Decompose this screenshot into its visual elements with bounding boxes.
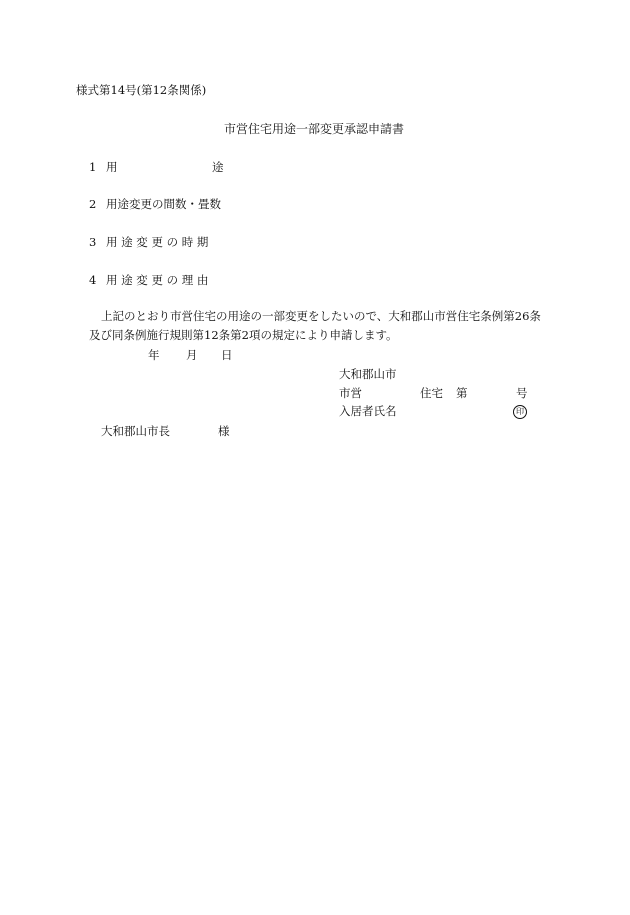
housing-prefix: 市営 [339, 386, 362, 400]
item-label: 用 途 変 更 の 理 由 [106, 273, 209, 287]
date-day: 日 [221, 348, 233, 362]
housing-middle: 住宅 [420, 386, 443, 400]
addressee-honorific: 様 [218, 424, 230, 438]
item-label: 用 途 変 更 の 時 期 [106, 235, 209, 249]
resident-name-label: 入居者氏名 [339, 404, 397, 418]
item-number: 3 [89, 235, 97, 249]
item-number: 1 [89, 160, 97, 174]
date-month: 月 [186, 348, 198, 362]
item-number: 4 [89, 273, 97, 287]
document-title: 市営住宅用途一部変更承認申請書 [224, 122, 405, 136]
housing-number-prefix: 第 [456, 386, 468, 400]
item-number: 2 [89, 197, 97, 211]
applicant-city: 大和郡山市 [339, 367, 397, 381]
seal-mark: 印 [513, 405, 527, 419]
item-label: 用途変更の間数・畳数 [106, 197, 221, 211]
body-text-line-1: 上記のとおり市営住宅の用途の一部変更をしたいので、大和郡山市営住宅条例第26条 [101, 309, 541, 323]
item-label-start: 用 [106, 160, 118, 174]
body-text-line-2: 及び同条例施行規則第12条第2項の規定により申請します。 [89, 328, 398, 342]
addressee-name: 大和郡山市長 [101, 424, 170, 438]
form-number: 様式第14号(第12条関係) [76, 83, 207, 97]
housing-number-suffix: 号 [516, 386, 528, 400]
date-year: 年 [148, 348, 160, 362]
item-label-end: 途 [212, 160, 224, 174]
